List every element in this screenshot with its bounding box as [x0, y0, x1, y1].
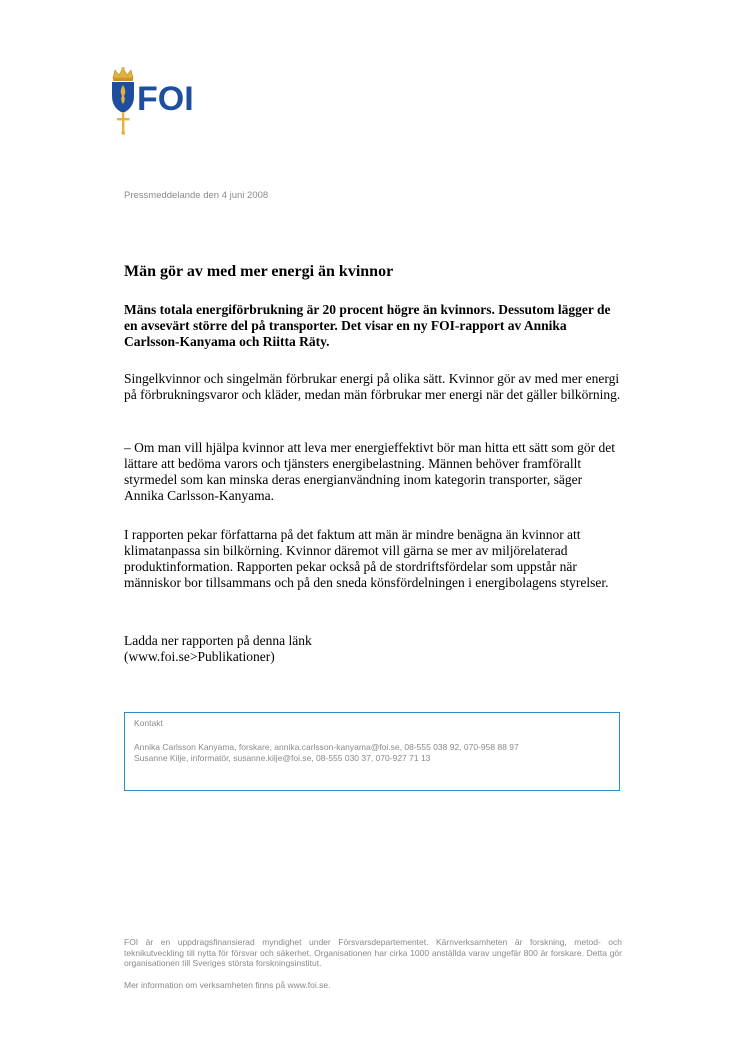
download-text: Ladda ner rapporten på denna länk [124, 633, 312, 648]
crowned-shield-sword-icon [108, 66, 138, 136]
article-lead: Mäns totala energiförbrukning är 20 procent högre än kvinnors. Dessutom lägger de en avsevärt större del på transporter. Det visar en ny FOI-rapport av Annika Carlsson-Kanyama och Riitta Räty. [124, 302, 611, 349]
article-paragraph: – Om man vill hjälpa kvinnor att leva mer energieffektivt bör man hitta ett sätt som gör det lättare att bedöma varors och tjänsters energibelastning. Männen behöver framförallt styrmedel som kan minska deras energianvändning inom kategorin transporter, säger Annika Carlsson-Kanyama. [124, 440, 616, 503]
article-paragraph: Singelkvinnor och singelmän förbrukar energi på olika sätt. Kvinnor gör av med mer energi på förbrukningsvaror och kläder, medan män förbrukar mer energi när det gäller bilkörning. [124, 371, 621, 402]
press-release-date: Pressmeddelande den 4 juni 2008 [124, 190, 269, 201]
contact-line: Susanne Kilje, informatör, susanne.kilje@foi.se, 08-555 030 37, 070-927 71 13 [134, 753, 431, 763]
contact-title: Kontakt [134, 718, 163, 728]
footer-more-info: Mer information om verksamheten finns på www.foi.se. [124, 980, 331, 990]
download-link[interactable]: (www.foi.se>Publikationer) [124, 649, 275, 664]
contact-line: Annika Carlsson Kanyama, forskare, annika.carlsson-kanyama@foi.se, 08-555 038 92, 070-958 88 97 [134, 742, 519, 752]
footer-about: FOI är en uppdragsfinansierad myndighet under Försvarsdepartementet. Kärnverksamheten är forskning, metod- och teknikutveckling till nytta för försvar och säkerhet. Organisationen har cirka 1000 anställda varav ungefär 800 är forskare. Detta gör organisationen till Sveriges största forskningsinstitut. [124, 937, 622, 968]
article-paragraph: I rapporten pekar författarna på det faktum att män är mindre benägna än kvinnor att klimatanpassa sin bilkörning. Kvinnor däremot vill gärna se mer av miljörelaterad produktinformation. Rapporten pekar också på de stordriftsfördelar som uppstår när människor bor tillsammans och på den sneda könsfördelningen i energibolagens styrelser. [124, 527, 609, 590]
contact-box [124, 712, 620, 791]
logo-wordmark: FOI [137, 80, 194, 118]
article-headline: Män gör av med mer energi än kvinnor [124, 263, 394, 280]
